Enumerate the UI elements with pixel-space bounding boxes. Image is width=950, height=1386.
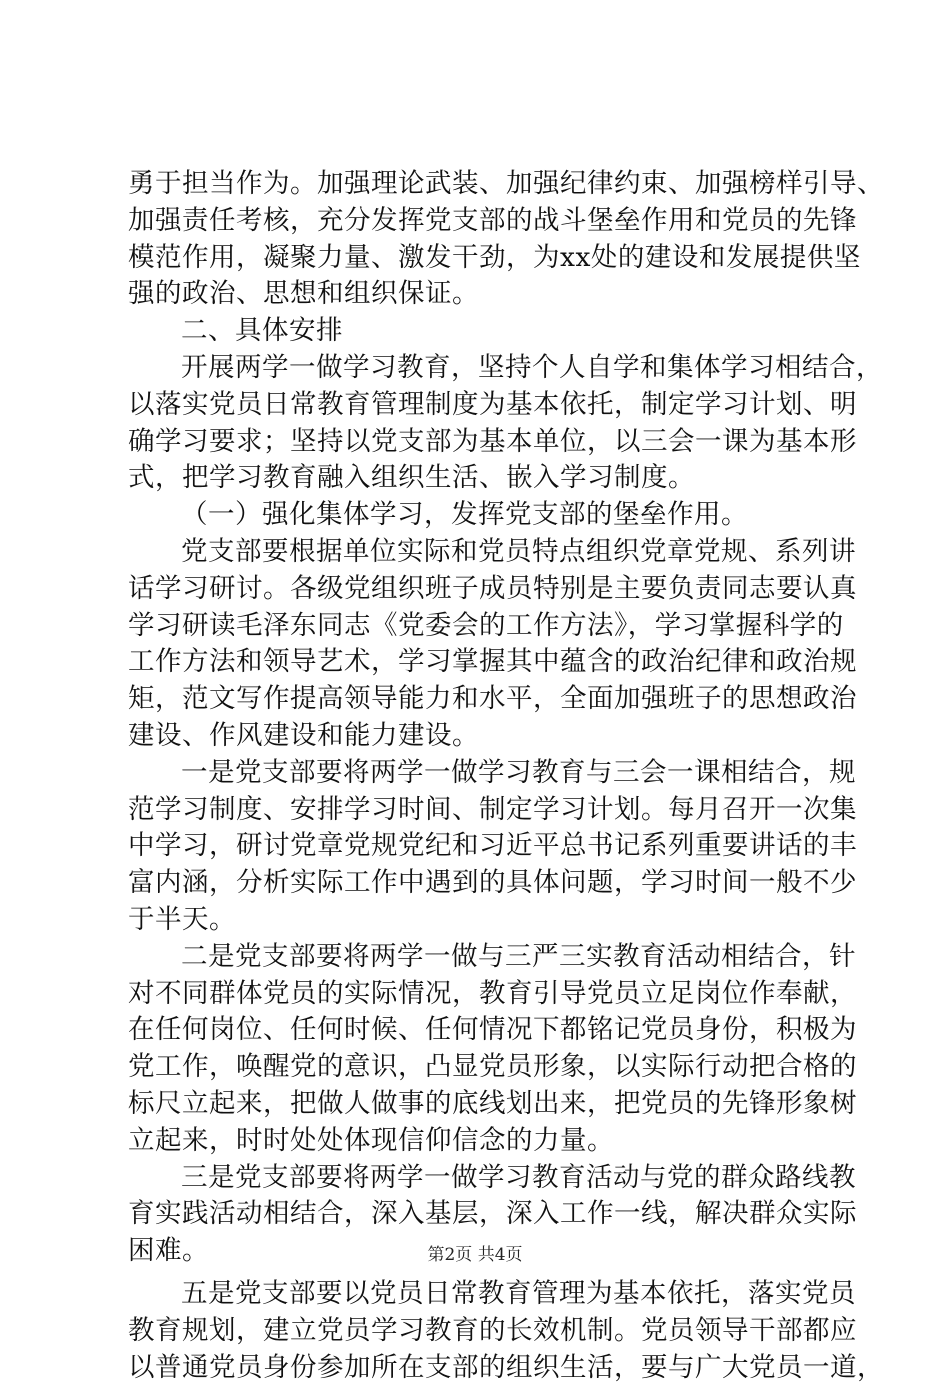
- text-line: 矩，范文写作提高领导能力和水平，全面加强班子的思想政治: [128, 681, 838, 718]
- text-line: 开展两学一做学习教育，坚持个人自学和集体学习相结合，: [128, 350, 838, 387]
- text-line: 一是党支部要将两学一做学习教育与三会一课相结合，规: [128, 755, 838, 792]
- text-line: 话学习研讨。各级党组织班子成员特别是主要负责同志要认真: [128, 571, 838, 608]
- text-line: 强的政治、思想和组织保证。: [128, 276, 838, 313]
- text-line: 五是党支部要以党员日常教育管理为基本依托，落实党员: [128, 1276, 838, 1313]
- text-line: 立起来，时时处处体现信仰信念的力量。: [128, 1123, 838, 1160]
- text-line: 困难。: [128, 1233, 838, 1270]
- text-line: 确学习要求；坚持以党支部为基本单位，以三会一课为基本形: [128, 424, 838, 461]
- text-line: 党支部要根据单位实际和党员特点组织党章党规、系列讲: [128, 534, 838, 571]
- text-line: 式，把学习教育融入组织生活、嵌入学习制度。: [128, 460, 838, 497]
- text-line: 三是党支部要将两学一做学习教育活动与党的群众路线教: [128, 1160, 838, 1197]
- text-line: 富内涵，分析实际工作中遇到的具体问题，学习时间一般不少: [128, 865, 838, 902]
- text-line: 加强责任考核，充分发挥党支部的战斗堡垒作用和党员的先锋: [128, 203, 838, 240]
- text-line: 以普通党员身份参加所在支部的组织生活，要与广大党员一道，: [128, 1350, 838, 1386]
- document-body: [128, 166, 838, 1386]
- text-line: 党工作，唤醒党的意识，凸显党员形象，以实际行动把合格的: [128, 1049, 838, 1086]
- text-line: 标尺立起来，把做人做事的底线划出来，把党员的先锋形象树: [128, 1086, 838, 1123]
- text-line: 教育规划，建立党员学习教育的长效机制。党员领导干部都应: [128, 1313, 838, 1350]
- text-line: 在任何岗位、任何时候、任何情况下都铭记党员身份，积极为: [128, 1012, 838, 1049]
- text-line: 模范作用，凝聚力量、激发干劲，为xx处的建设和发展提供坚: [128, 240, 838, 277]
- subsection-heading: （一）强化集体学习，发挥党支部的堡垒作用。: [128, 497, 838, 534]
- text-line: 于半天。: [128, 902, 838, 939]
- text-line: 学习研读毛泽东同志《党委会的工作方法》，学习掌握科学的: [128, 608, 838, 645]
- text-line: 范学习制度、安排学习时间、制定学习计划。每月召开一次集: [128, 792, 838, 829]
- text-line: 工作方法和领导艺术，学习掌握其中蕴含的政治纪律和政治规: [128, 644, 838, 681]
- text-line: 以落实党员日常教育管理制度为基本依托，制定学习计划、明: [128, 387, 838, 424]
- text-line: 勇于担当作为。加强理论武装、加强纪律约束、加强榜样引导、: [128, 166, 838, 203]
- text-line: 建设、作风建设和能力建设。: [128, 718, 838, 755]
- text-line: 二是党支部要将两学一做与三严三实教育活动相结合，针: [128, 939, 838, 976]
- page-footer: 第2页 共4页: [0, 1240, 950, 1265]
- text-line: 中学习，研讨党章党规党纪和习近平总书记系列重要讲话的丰: [128, 828, 838, 865]
- text-line: 对不同群体党员的实际情况，教育引导党员立足岗位作奉献，: [128, 976, 838, 1013]
- section-heading: 二、具体安排: [128, 313, 838, 350]
- text-line: 育实践活动相结合，深入基层，深入工作一线，解决群众实际: [128, 1196, 838, 1233]
